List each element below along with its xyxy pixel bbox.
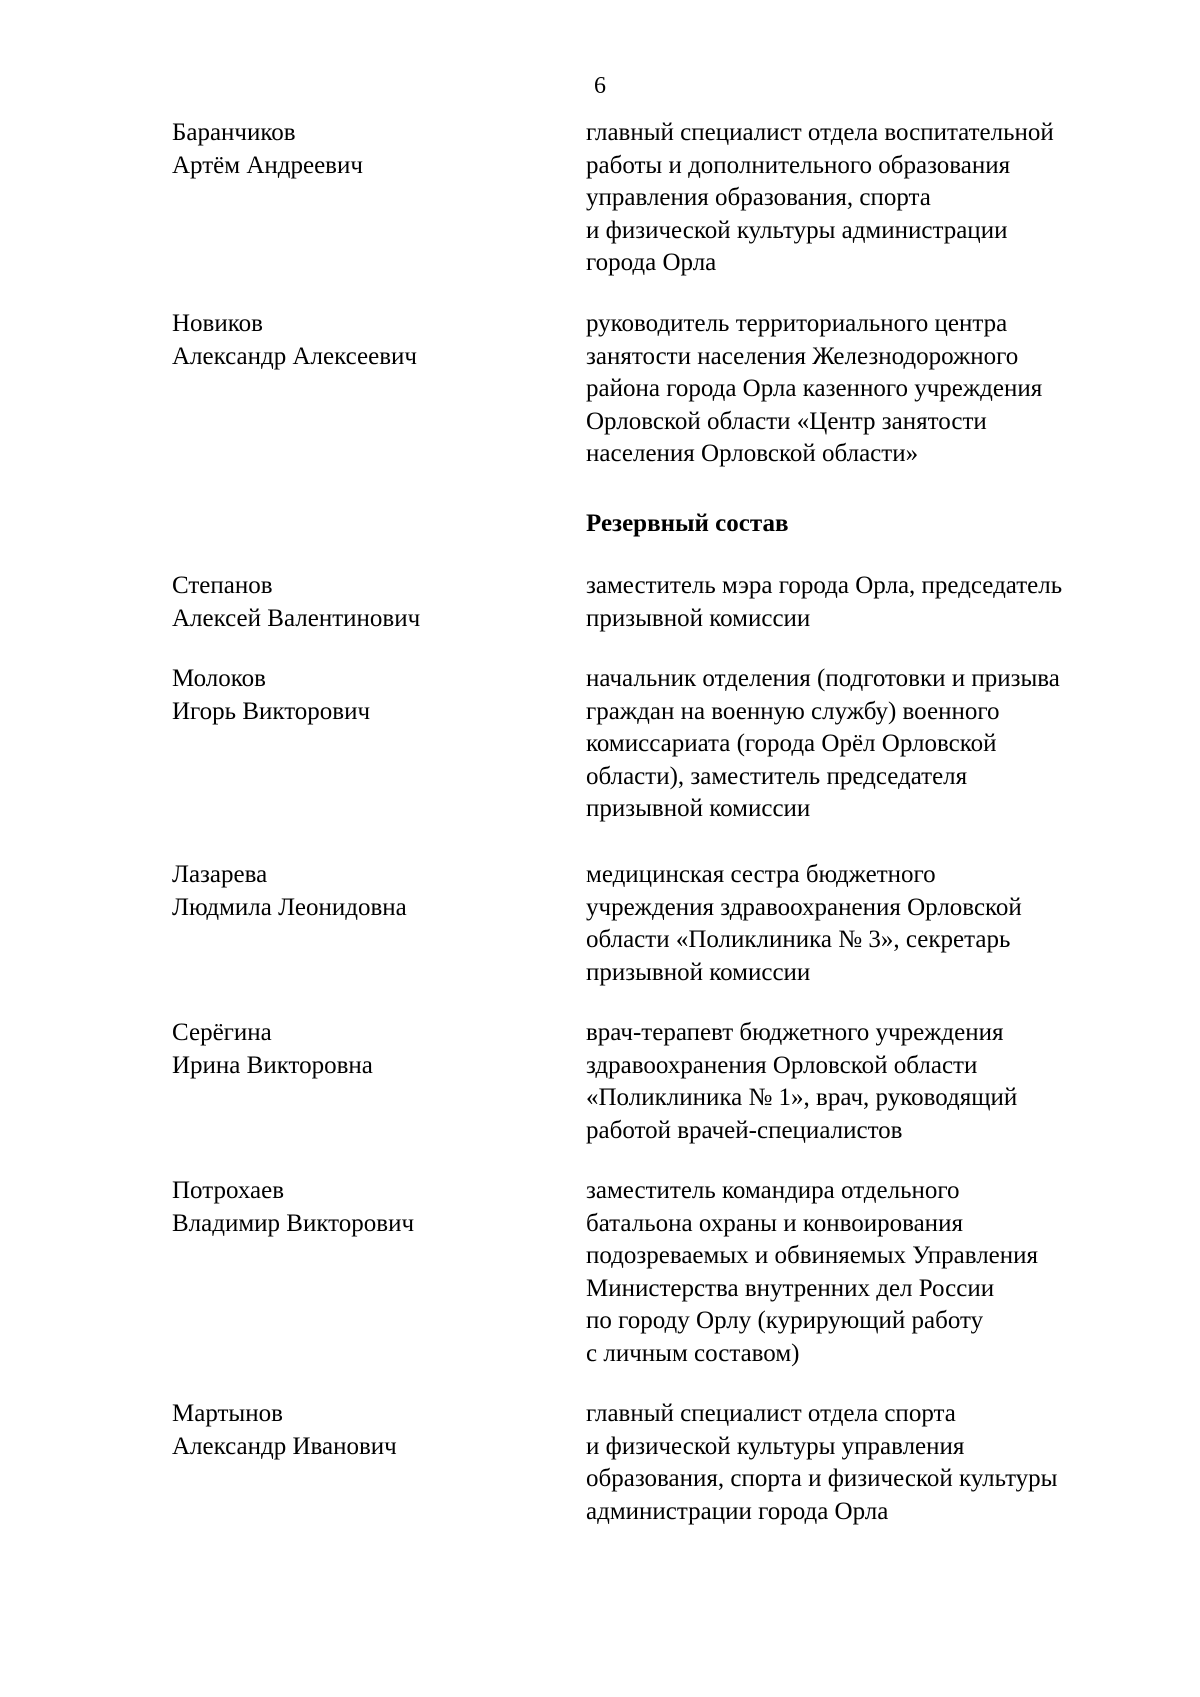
member-name [172, 570, 552, 635]
member-given-names: Александр Иванович [172, 1432, 397, 1460]
member-name [172, 1398, 552, 1463]
member-name [172, 1017, 552, 1082]
member-given-names: Артём Андреевич [172, 151, 363, 179]
role-line: области), заместитель председателя [586, 762, 968, 790]
member-surname: Новиков [172, 310, 263, 337]
role-line: Орловской области «Центр занятости [586, 407, 987, 435]
member-given-names: Алексей Валентинович [172, 604, 421, 632]
role-line: заместитель мэра города Орла, председатель [586, 572, 1063, 599]
role-line: батальона охраны и конвоирования [586, 1209, 963, 1237]
member-role [586, 663, 1146, 826]
member-given-names: Александр Алексеевич [172, 342, 417, 370]
role-line: «Поликлиника № 1», врач, руководящий [586, 1084, 1018, 1112]
member-surname: Лазарева [172, 861, 268, 888]
role-line: призывной комиссии [586, 795, 811, 823]
role-line: управления образования, спорта [586, 184, 931, 212]
member-name [172, 859, 552, 924]
member-role [586, 1398, 1146, 1528]
member-role [586, 1175, 1146, 1371]
role-line: работы и дополнительного образования [586, 151, 1011, 179]
member-surname: Молоков [172, 665, 266, 692]
member-name [172, 1175, 552, 1240]
role-line: врач-терапевт бюджетного учреждения [586, 1019, 1004, 1046]
member-surname: Серёгина [172, 1019, 272, 1046]
role-line: главный специалист отдела спорта [586, 1400, 956, 1427]
role-line: и физической культуры управления [586, 1432, 965, 1460]
member-given-names: Игорь Викторович [172, 697, 371, 725]
role-line: начальник отделения (подготовки и призыва [586, 665, 1060, 692]
member-role [586, 1017, 1146, 1147]
role-line: по городу Орлу (курирующий работу [586, 1307, 984, 1335]
member-role [586, 117, 1146, 280]
role-line: района города Орла казенного учреждения [586, 375, 1043, 403]
page-number: 6 [594, 73, 606, 99]
role-line: занятости населения Железнодорожного [586, 342, 1019, 370]
role-line: и физической культуры администрации [586, 216, 1008, 244]
role-line: здравоохранения Орловской области [586, 1051, 978, 1079]
role-line: администрации города Орла [586, 1497, 889, 1525]
member-given-names: Ирина Викторовна [172, 1051, 373, 1079]
member-name [172, 663, 552, 728]
role-line: с личным составом) [586, 1339, 800, 1367]
member-role [586, 859, 1146, 989]
reserve-section-heading: Резервный состав [586, 510, 789, 537]
role-line: главный специалист отдела воспитательной [586, 119, 1054, 146]
member-surname: Баранчиков [172, 119, 296, 146]
role-line: образования, спорта и физической культуры [586, 1465, 1058, 1493]
member-given-names: Владимир Викторович [172, 1209, 415, 1237]
member-role [586, 570, 1146, 635]
role-line: работой врачей-специалистов [586, 1116, 903, 1144]
member-surname: Потрохаев [172, 1177, 284, 1204]
role-line: призывной комиссии [586, 958, 811, 986]
member-name [172, 117, 552, 182]
role-line: граждан на военную службу) военного [586, 697, 1000, 725]
role-line: области «Поликлиника № 3», секретарь [586, 926, 1011, 954]
role-line: учреждения здравоохранения Орловской [586, 893, 1022, 921]
role-line: подозреваемых и обвиняемых Управления [586, 1242, 1039, 1270]
role-line: Министерства внутренних дел России [586, 1274, 995, 1302]
member-name [172, 308, 552, 373]
member-surname: Мартынов [172, 1400, 283, 1427]
role-line: заместитель командира отдельного [586, 1177, 960, 1204]
member-given-names: Людмила Леонидовна [172, 893, 407, 921]
member-role [586, 308, 1146, 471]
role-line: призывной комиссии [586, 604, 811, 632]
member-surname: Степанов [172, 572, 273, 599]
role-line: комиссариата (города Орёл Орловской [586, 730, 997, 758]
role-line: руководитель территориального центра [586, 310, 1008, 337]
role-line: города Орла [586, 249, 717, 277]
role-line: населения Орловской области» [586, 440, 919, 468]
role-line: медицинская сестра бюджетного [586, 861, 936, 888]
